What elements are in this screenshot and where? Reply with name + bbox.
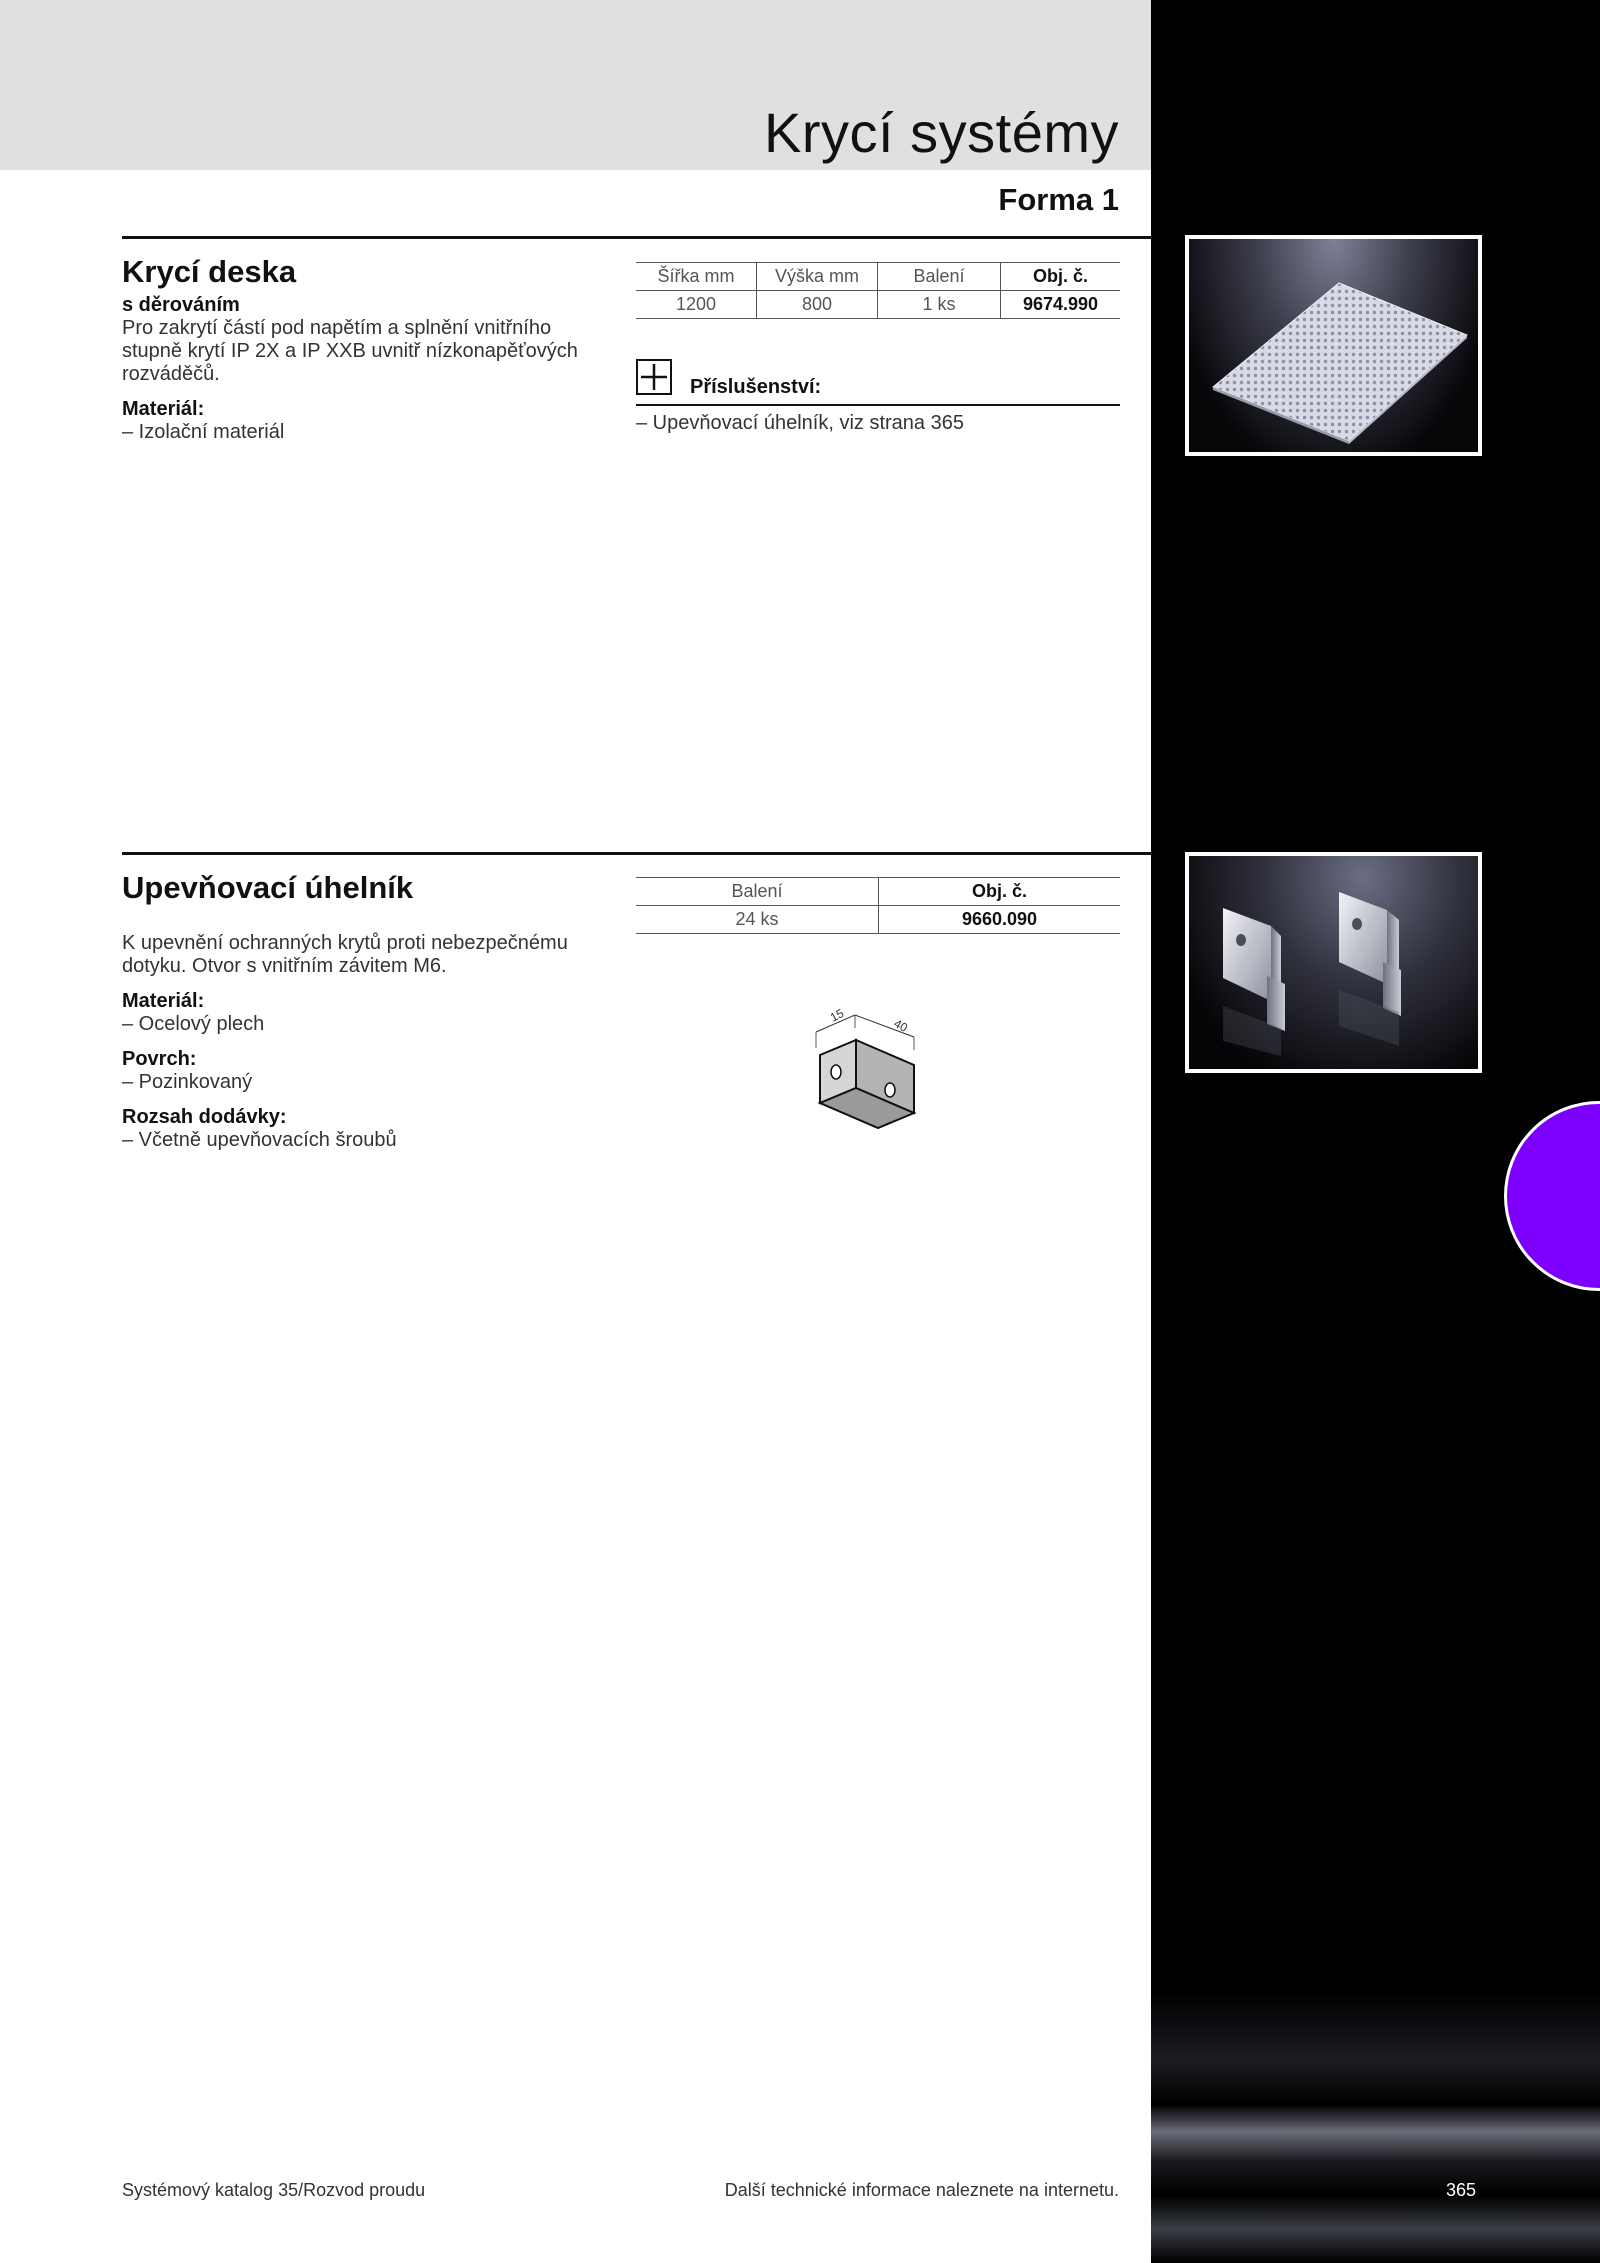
table-header-cell: Šířka mm xyxy=(636,263,757,291)
desc-line: Pro zakrytí částí pod napětím a splnění vnitřního xyxy=(122,317,552,339)
desc-line: K upevnění ochranných krytů proti nebezpečnému xyxy=(122,932,568,954)
product2-material-value: – Ocelový plech xyxy=(122,1013,265,1035)
product1-spec-table xyxy=(636,262,1120,319)
product1-material-label: Materiál: xyxy=(122,398,205,420)
product2-spec-table xyxy=(636,877,1120,934)
bracket-technical-drawing xyxy=(810,1000,950,1130)
page-number: 365 xyxy=(1446,2180,1477,2200)
table-header-cell: Balení xyxy=(878,263,1001,291)
product2-photo xyxy=(1185,852,1482,1073)
order-number-cell: 9660.090 xyxy=(879,906,1121,934)
section-divider-1 xyxy=(122,236,1151,239)
dimension-label: 40 xyxy=(891,1016,910,1035)
accessories-label: Příslušenství: xyxy=(690,376,822,398)
product2-surface-label: Povrch: xyxy=(122,1048,197,1070)
table-row xyxy=(636,291,1120,319)
desc-line: stupně krytí IP 2X a IP XXB uvnitř nízkonapěťových xyxy=(122,340,578,362)
table-cell: 1200 xyxy=(636,291,757,319)
product1-photo xyxy=(1185,235,1482,456)
product2-material-label: Materiál: xyxy=(122,990,205,1012)
product2-description xyxy=(122,932,602,978)
table-cell: 800 xyxy=(757,291,878,319)
accessories-divider xyxy=(636,404,1120,406)
footer-info-note: Další technické informace naleznete na internetu. xyxy=(724,2180,1119,2200)
table-header-row xyxy=(636,263,1120,291)
product2-title: Upevňovací úhelník xyxy=(122,870,414,905)
table-header-row xyxy=(636,878,1120,906)
product1-description xyxy=(122,317,602,386)
section-divider-2 xyxy=(122,852,1151,855)
table-row xyxy=(636,906,1120,934)
product1-material-value: – Izolační materiál xyxy=(122,421,285,443)
product1-variant: s děrováním xyxy=(122,294,240,316)
table-header-cell: Obj. č. xyxy=(879,878,1121,906)
accessories-plus-icon xyxy=(636,359,672,395)
section-subtitle: Forma 1 xyxy=(998,182,1119,217)
table-header-cell: Balení xyxy=(636,878,879,906)
desc-line: rozváděčů. xyxy=(122,363,220,385)
table-cell: 1 ks xyxy=(878,291,1001,319)
product2-scope-label: Rozsah dodávky: xyxy=(122,1106,287,1128)
table-header-cell: Výška mm xyxy=(757,263,878,291)
table-cell: 24 ks xyxy=(636,906,879,934)
table-header-cell: Obj. č. xyxy=(1001,263,1121,291)
desc-line: dotyku. Otvor s vnitřním závitem M6. xyxy=(122,955,447,977)
accessories-item: – Upevňovací úhelník, viz strana 365 xyxy=(636,412,964,434)
footer-catalog-name: Systémový katalog 35/Rozvod proudu xyxy=(122,2180,426,2200)
product2-surface-value: – Pozinkovaný xyxy=(122,1071,253,1093)
page-title: Krycí systémy xyxy=(764,101,1119,164)
product2-scope-value: – Včetně upevňovacích šroubů xyxy=(122,1129,397,1151)
order-number-cell: 9674.990 xyxy=(1001,291,1121,319)
product1-title: Krycí deska xyxy=(122,254,297,289)
dimension-label: 15 xyxy=(827,1006,847,1025)
